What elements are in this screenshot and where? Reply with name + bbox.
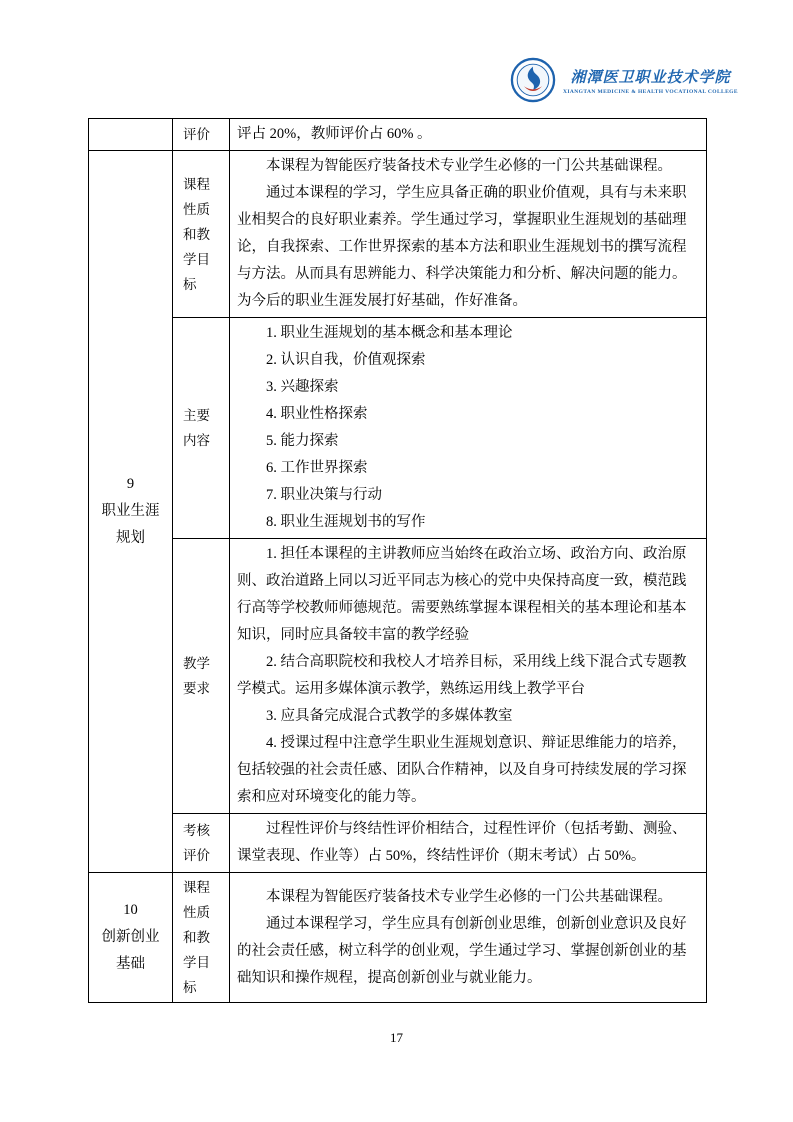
- college-name-en: XIANGTAN MEDICINE & HEALTH VOCATIONAL COLLEGE: [563, 88, 738, 95]
- paragraph: 8. 职业生涯规划书的写作: [266, 514, 426, 530]
- row-label-teaching-requirements: 教学要求: [173, 539, 230, 814]
- course-9-id-cell: [89, 151, 173, 873]
- paragraph: 7. 职业决策与行动: [266, 487, 382, 503]
- paragraph: 3. 兴趣探索: [266, 379, 339, 395]
- college-logo-icon: [510, 57, 556, 103]
- table-row-course9-nature: [89, 151, 707, 318]
- course-syllabus-table: [88, 118, 707, 1003]
- paragraph: 1. 担任本课程的主讲教师应当始终在政治立场、政治方向、政治原则、政治道路上同以习近平同志为核心的党中央保持高度一致，模范践行高等学校教师师德规范。需要熟练掌握本课程相关的基本理论和基本知识，同时应具备较丰富的教学经验: [237, 546, 687, 643]
- page-number: 17: [390, 1030, 403, 1045]
- course-id-cell-empty: [89, 119, 173, 151]
- table-row-course9-content: [89, 318, 707, 539]
- paragraph: 3. 应具备完成混合式教学的多媒体教室: [266, 708, 513, 724]
- paragraph: 4. 授课过程中注意学生职业生涯规划意识、辩证思维能力的培养，包括较强的社会责任感、团队合作精神，以及自身可持续发展的学习探索和应对环境变化的能力等。: [237, 735, 687, 805]
- paragraph: 2. 认识自我，价值观探索: [266, 352, 426, 368]
- paragraph: 5. 能力探索: [266, 433, 339, 449]
- table-row-carryover: [89, 119, 707, 151]
- row-label-evaluation: 评价: [173, 119, 230, 151]
- table-row-course10-nature: [89, 873, 707, 1003]
- row-content-teaching-requirements: [230, 539, 707, 814]
- table-row-course9-assessment: [89, 814, 707, 873]
- table-row-course9-requirements: [89, 539, 707, 814]
- course-10-id-cell: [89, 873, 173, 1003]
- paragraph: 6. 工作世界探索: [266, 460, 368, 476]
- paragraph: 1. 职业生涯规划的基本概念和基本理论: [266, 325, 513, 341]
- row-label-course-nature: 课程性质和教学目标: [173, 151, 230, 318]
- paragraph: 本课程为智能医疗装备技术专业学生必修的一门公共基础课程。: [266, 888, 672, 905]
- course-number: 9: [126, 476, 135, 492]
- paragraph: 过程性评价与终结性评价相结合，过程性评价（包括考勤、测验、课堂表现、作业等）占 50%，终结性评价（期末考试）占 50%。: [237, 821, 687, 864]
- row-content-course-nature: [230, 151, 707, 318]
- college-name-block: [563, 66, 738, 95]
- course-name: 职业生涯规划: [101, 503, 160, 546]
- row-label-assessment: 考核评价: [173, 814, 230, 873]
- row-label-course-nature: 课程性质和教学目标: [173, 873, 230, 1003]
- college-header: [510, 57, 738, 103]
- row-content-course-nature: [230, 873, 707, 1003]
- college-name-zh: 湘潭医卫职业技术学院: [570, 69, 731, 86]
- course-number: 10: [123, 902, 138, 918]
- row-content-main-content: [230, 318, 707, 539]
- paragraph: 2. 结合高职院校和我校人才培养目标，采用线上线下混合式专题教学模式。运用多媒体演示教学，熟练运用线上教学平台: [237, 654, 687, 697]
- row-content-assessment: [230, 814, 707, 873]
- row-content-evaluation: 评占 20%，教师评价占 60% 。: [230, 119, 707, 151]
- row-label-main-content: 主要内容: [173, 318, 230, 539]
- paragraph: 本课程为智能医疗装备技术专业学生必修的一门公共基础课程。: [266, 158, 672, 174]
- paragraph: 通过本课程的学习，学生应具备正确的职业价值观，具有与未来职业相契合的良好职业素养。学生通过学习，掌握职业生涯规划的基础理论，自我探索、工作世界探索的基本方法和职业生涯规划书的撰写流程与方法。从而具有思辨能力、科学决策能力和分析、解决问题的能力。为今后的职业生涯发展打好基础，作好准备。: [237, 185, 687, 309]
- paragraph: 4. 职业性格探索: [266, 406, 368, 422]
- course-name: 创新创业基础: [101, 929, 160, 972]
- paragraph: 通过本课程学习，学生应具有创新创业思维，创新创业意识及良好的社会责任感，树立科学的创业观，学生通过学习、掌握创新创业的基础知识和操作规程，提高创新创业与就业能力。: [237, 915, 687, 986]
